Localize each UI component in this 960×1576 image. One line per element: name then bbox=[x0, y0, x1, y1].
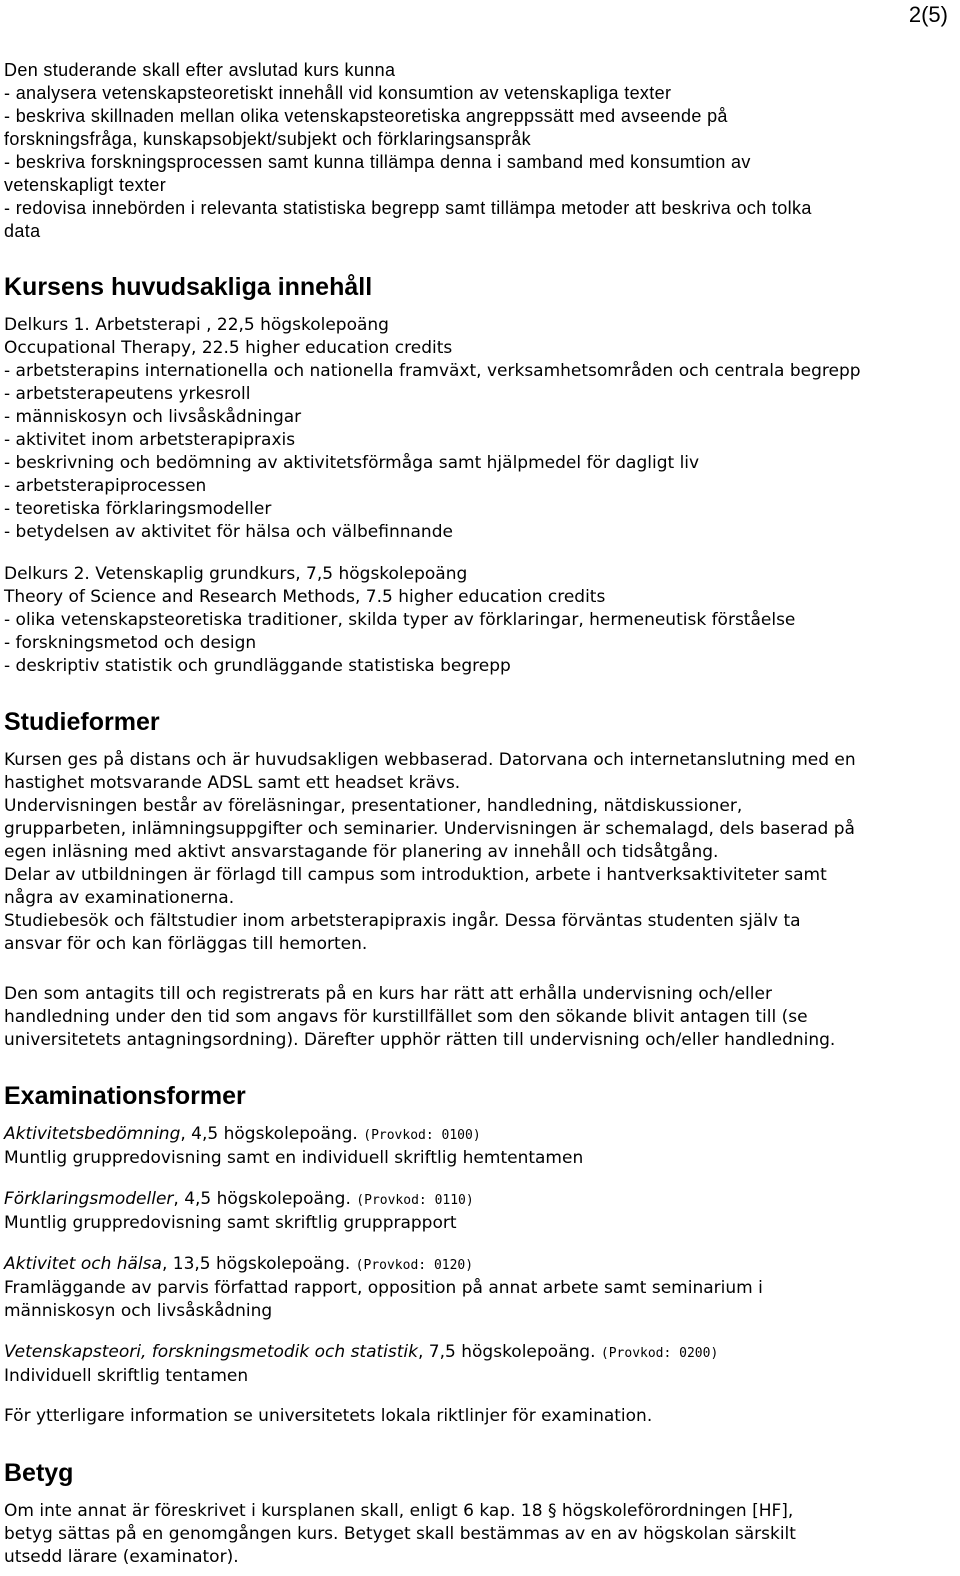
text-line: Delkurs 2. Vetenskaplig grundkurs, 7,5 högskolepoäng bbox=[4, 564, 468, 584]
exam-item bbox=[4, 1123, 583, 1170]
text-line: - deskriptiv statistik och grundläggande statistiska begrepp bbox=[4, 656, 511, 676]
text-line: - analysera vetenskapsteoretiskt innehåll vid konsumtion av vetenskapliga texter bbox=[4, 83, 672, 103]
exam-name: Aktivitet och hälsa bbox=[4, 1254, 162, 1274]
learning-outcomes bbox=[4, 59, 812, 243]
exam-name: Vetenskapsteori, forskningsmetodik och statistik bbox=[4, 1342, 418, 1362]
exam-code: (Provkod: 0110) bbox=[356, 1193, 474, 1208]
text-line: - forskningsmetod och design bbox=[4, 633, 257, 653]
text-line: För ytterligare information se universitetets lokala riktlinjer för examination. bbox=[4, 1406, 653, 1426]
text-line: betyg sättas på en genomgången kurs. Betyget skall bestämmas av en av högskolan särskilt bbox=[4, 1524, 796, 1544]
exam-footer bbox=[4, 1405, 652, 1428]
text-line: Den som antagits till och registrerats på en kurs har rätt att erhålla undervisning och/eller bbox=[4, 984, 772, 1004]
exam-code: (Provkod: 0200) bbox=[600, 1346, 719, 1361]
exam-credits: , 4,5 högskolepoäng. bbox=[180, 1124, 358, 1144]
exam-description: Individuell skriftlig tentamen bbox=[4, 1366, 249, 1386]
text-line: utsedd lärare (examinator). bbox=[4, 1547, 239, 1567]
exam-code: (Provkod: 0120) bbox=[355, 1258, 474, 1273]
exam-description: Muntlig gruppredovisning samt en individuell skriftlig hemtentamen bbox=[4, 1148, 584, 1168]
text-line: - olika vetenskapsteoretiska traditioner, skilda typer av förklaringar, hermeneutisk förståelse bbox=[4, 610, 796, 630]
text-line: grupparbeten, inlämningsuppgifter och seminarier. Undervisningen är schemalagd, dels baserad på bbox=[4, 819, 855, 839]
exam-name: Aktivitetsbedömning bbox=[4, 1124, 181, 1144]
text-line: - beskrivning och bedömning av aktivitetsförmåga samt hjälpmedel för dagligt liv bbox=[4, 453, 700, 473]
exam-description: Framläggande av parvis författad rapport, opposition på annat arbete samt seminarium i bbox=[4, 1278, 763, 1298]
text-line: handledning under den tid som angavs för kurstillfället som den sökande blivit antagen till (se bbox=[4, 1007, 808, 1027]
betyg-text bbox=[4, 1500, 796, 1569]
page-number: 2(5) bbox=[908, 2, 948, 27]
text-line: ansvar för och kan förläggas till hemorten. bbox=[4, 934, 368, 954]
text-line: - arbetsterapeutens yrkesroll bbox=[4, 384, 251, 404]
text-line: - människosyn och livsåskådningar bbox=[4, 407, 302, 427]
text-line: - arbetsterapins internationella och nationella framväxt, verksamhetsområden och centrala begrepp bbox=[4, 361, 861, 381]
text-line: Occupational Therapy, 22.5 higher education credits bbox=[4, 338, 453, 358]
text-line: några av examinationerna. bbox=[4, 888, 235, 908]
exam-credits: , 13,5 högskolepoäng. bbox=[161, 1254, 351, 1274]
text-line: Den studerande skall efter avslutad kurs kunna bbox=[4, 60, 396, 80]
text-line: Delkurs 1. Arbetsterapi , 22,5 högskolepoäng bbox=[4, 315, 389, 335]
text-line: Om inte annat är föreskrivet i kursplanen skall, enligt 6 kap. 18 § högskoleförordningen [HF], bbox=[4, 1501, 794, 1521]
exam-item bbox=[4, 1253, 763, 1323]
text-line: data bbox=[4, 221, 41, 241]
exam-item bbox=[4, 1188, 474, 1235]
text-line: - beskriva skillnaden mellan olika vetenskapsteoretiska angreppssätt med avseende på bbox=[4, 106, 728, 126]
text-line: - aktivitet inom arbetsterapipraxis bbox=[4, 430, 296, 450]
text-line: Delar av utbildningen är förlagd till campus som introduktion, arbete i hantverksaktiviteter samt bbox=[4, 865, 827, 885]
text-line: - betydelsen av aktivitet för hälsa och välbefinnande bbox=[4, 522, 453, 542]
text-line: Theory of Science and Research Methods, 7.5 higher education credits bbox=[4, 587, 606, 607]
text-line: - teoretiska förklaringsmodeller bbox=[4, 499, 272, 519]
section-heading-exam: Examinationsformer bbox=[4, 1082, 246, 1110]
exam-item bbox=[4, 1341, 718, 1388]
exam-name: Förklaringsmodeller bbox=[4, 1189, 174, 1209]
text-line: forskningsfråga, kunskapsobjekt/subjekt och förklaringsanspråk bbox=[4, 129, 531, 149]
text-line: egen inläsning med aktivt ansvarstagande för planering av innehåll och tidsåtgång. bbox=[4, 842, 719, 862]
exam-code: (Provkod: 0100) bbox=[363, 1128, 481, 1143]
text-line: - beskriva forskningsprocessen samt kunna tillämpa denna i samband med konsumtion av bbox=[4, 152, 751, 172]
part1-list bbox=[4, 314, 861, 544]
section-heading-betyg: Betyg bbox=[4, 1459, 74, 1487]
text-line: - redovisa innebörden i relevanta statistiska begrepp samt tillämpa metoder att beskriva och tolka bbox=[4, 198, 812, 218]
exam-credits: , 7,5 högskolepoäng. bbox=[418, 1342, 596, 1362]
exam-description: Muntlig gruppredovisning samt skriftlig grupprapport bbox=[4, 1213, 457, 1233]
studieformer-text-2 bbox=[4, 983, 835, 1052]
text-line: Undervisningen består av föreläsningar, presentationer, handledning, nätdiskussioner, bbox=[4, 796, 743, 816]
text-line: vetenskapligt texter bbox=[4, 175, 167, 195]
text-line: Studiebesök och fältstudier inom arbetsterapipraxis ingår. Dessa förväntas studenten själv ta bbox=[4, 911, 801, 931]
part2-list bbox=[4, 563, 795, 678]
exam-description: människosyn och livsåskådning bbox=[4, 1301, 273, 1321]
text-line: hastighet motsvarande ADSL samt ett headset krävs. bbox=[4, 773, 461, 793]
text-line: - arbetsterapiprocessen bbox=[4, 476, 207, 496]
exam-credits: , 4,5 högskolepoäng. bbox=[173, 1189, 351, 1209]
text-line: Kursen ges på distans och är huvudsakligen webbaserad. Datorvana och internetanslutning med en bbox=[4, 750, 856, 770]
section-heading-studieformer: Studieformer bbox=[4, 708, 160, 736]
studieformer-text bbox=[4, 749, 856, 956]
section-heading-content: Kursens huvudsakliga innehåll bbox=[4, 273, 373, 301]
text-line: universitetets antagningsordning). Därefter upphör rätten till undervisning och/eller handledning. bbox=[4, 1030, 836, 1050]
